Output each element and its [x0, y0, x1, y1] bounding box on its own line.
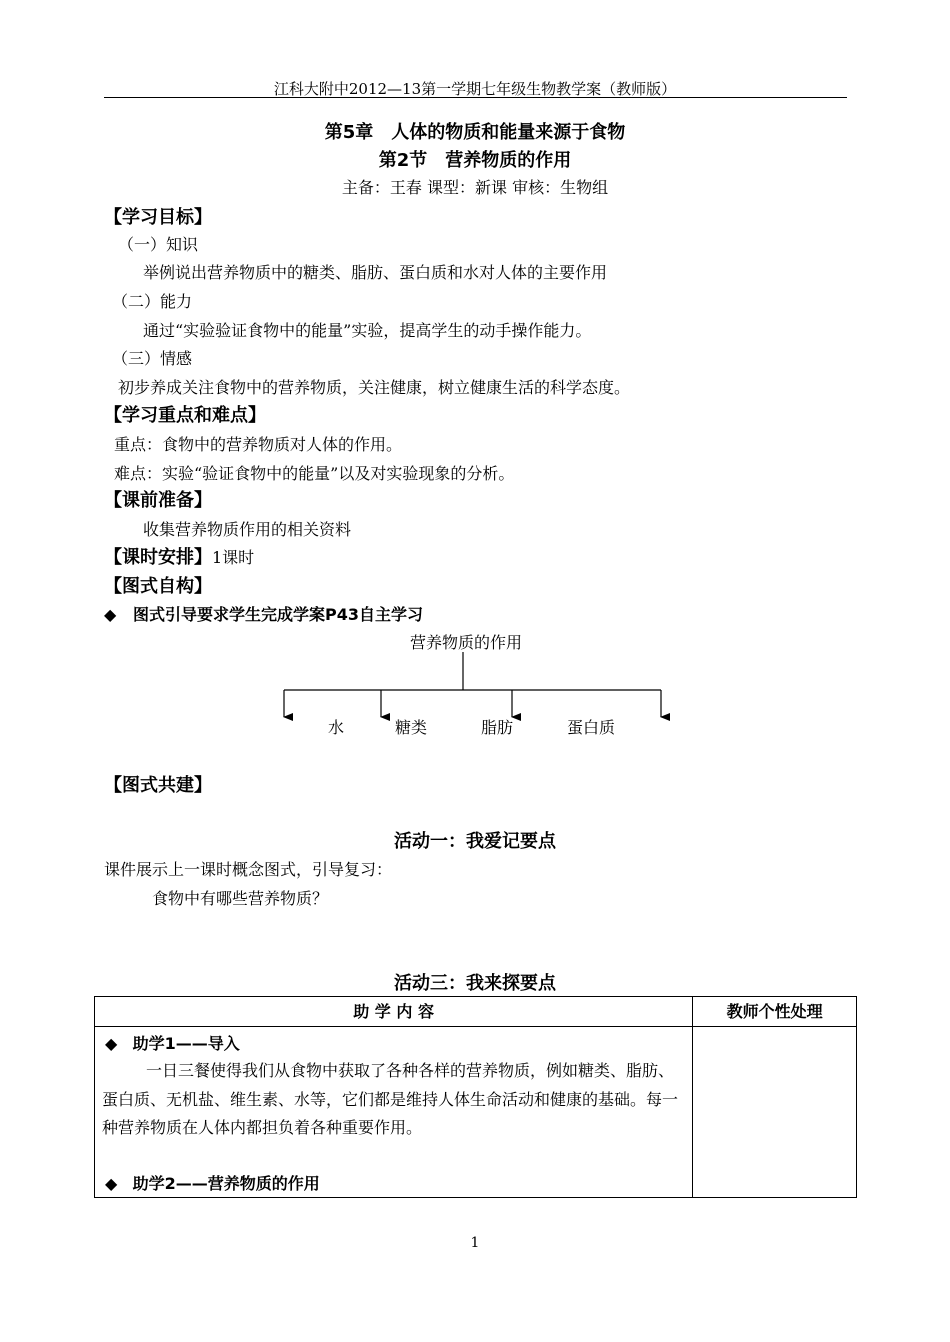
section-title: 第2节 营养物质的作用 — [378, 150, 572, 171]
emotion-text: 初步养成关注食物中的营养物质，关注健康，树立健康生活的科学态度。 — [118, 378, 631, 397]
diamond-bullet-icon: ◆ — [104, 605, 117, 624]
activity3-table — [94, 996, 857, 1198]
column-header-content: 助 学 内 容 — [95, 997, 693, 1027]
diagram-item-protein: 蛋白质 — [567, 718, 616, 737]
keypoints-heading: 【学习重点和难点】 — [104, 405, 266, 426]
schedule-text: 1课时 — [212, 548, 255, 567]
self-build-instruction: 图式引导要求学生完成学案P43自主学习 — [133, 605, 424, 624]
emotion-label: （三）情感 — [112, 349, 193, 368]
content-cell — [95, 1027, 693, 1198]
column-header-teacher: 教师个性处理 — [693, 997, 857, 1027]
item1-text: 一日三餐使得我们从食物中获取了各种各样的营养物质，例如糖类、脂肪、蛋白质、无机盐、维生素、水等，它们都是维持人体生命活动和健康的基础。每一种营养物质在人体内都担负着各种重要作用。 — [102, 1061, 679, 1137]
activity1-line1: 课件展示上一课时概念图式，引导复习： — [104, 860, 393, 879]
diagram-item-sugar: 糖类 — [395, 718, 428, 737]
item1-label: 助学1——导入 — [132, 1034, 240, 1053]
diamond-bullet-icon: ◆ — [105, 1034, 118, 1053]
activity1-line2: 食物中有哪些营养物质？ — [152, 889, 329, 908]
activity3-title: 活动三：我来探要点 — [394, 973, 556, 994]
item1-line — [105, 1031, 240, 1054]
knowledge-label: （一）知识 — [118, 235, 199, 254]
activity1-title: 活动一：我爱记要点 — [394, 831, 556, 852]
knowledge-text: 举例说出营养物质中的糖类、脂肪、蛋白质和水对人体的主要作用 — [143, 263, 608, 282]
diagram-item-water: 水 — [328, 718, 345, 737]
chapter-title: 第5章 人体的物质和能量来源于食物 — [324, 122, 626, 143]
self-build-instruction-line — [104, 602, 423, 625]
schedule-heading: 【课时安排】 — [104, 547, 212, 568]
header-rule — [104, 97, 847, 98]
ability-label: （二）能力 — [112, 292, 193, 311]
diagram-root-label: 营养物质的作用 — [410, 633, 523, 652]
co-build-heading: 【图式共建】 — [104, 775, 212, 796]
diagram-item-fat: 脂肪 — [481, 718, 514, 737]
prep-text: 收集营养物质作用的相关资料 — [143, 520, 352, 539]
goals-heading: 【学习目标】 — [104, 207, 212, 228]
prep-heading: 【课前准备】 — [104, 490, 212, 511]
difficult-point-text: 难点：实验“验证食物中的能量”以及对实验现象的分析。 — [114, 464, 515, 483]
item2-line — [105, 1171, 320, 1194]
diagram-connector-lines — [270, 650, 680, 725]
key-point-text: 重点：食物中的营养物质对人体的作用。 — [114, 435, 403, 454]
page-header: 江科大附中2012—13第一学期七年级生物教学案（教师版） — [273, 80, 677, 98]
diamond-bullet-icon: ◆ — [105, 1174, 118, 1193]
schedule-line — [104, 543, 254, 569]
teacher-notes-cell[interactable] — [693, 1027, 857, 1198]
item2-label: 助学2——营养物质的作用 — [132, 1174, 320, 1193]
page-number: 1 — [470, 1235, 480, 1251]
authoring-meta: 主备：王春 课型：新课 审核：生物组 — [341, 178, 609, 197]
self-build-heading: 【图式自构】 — [104, 576, 212, 597]
ability-text: 通过“实验验证食物中的能量”实验，提高学生的动手操作能力。 — [143, 321, 592, 340]
